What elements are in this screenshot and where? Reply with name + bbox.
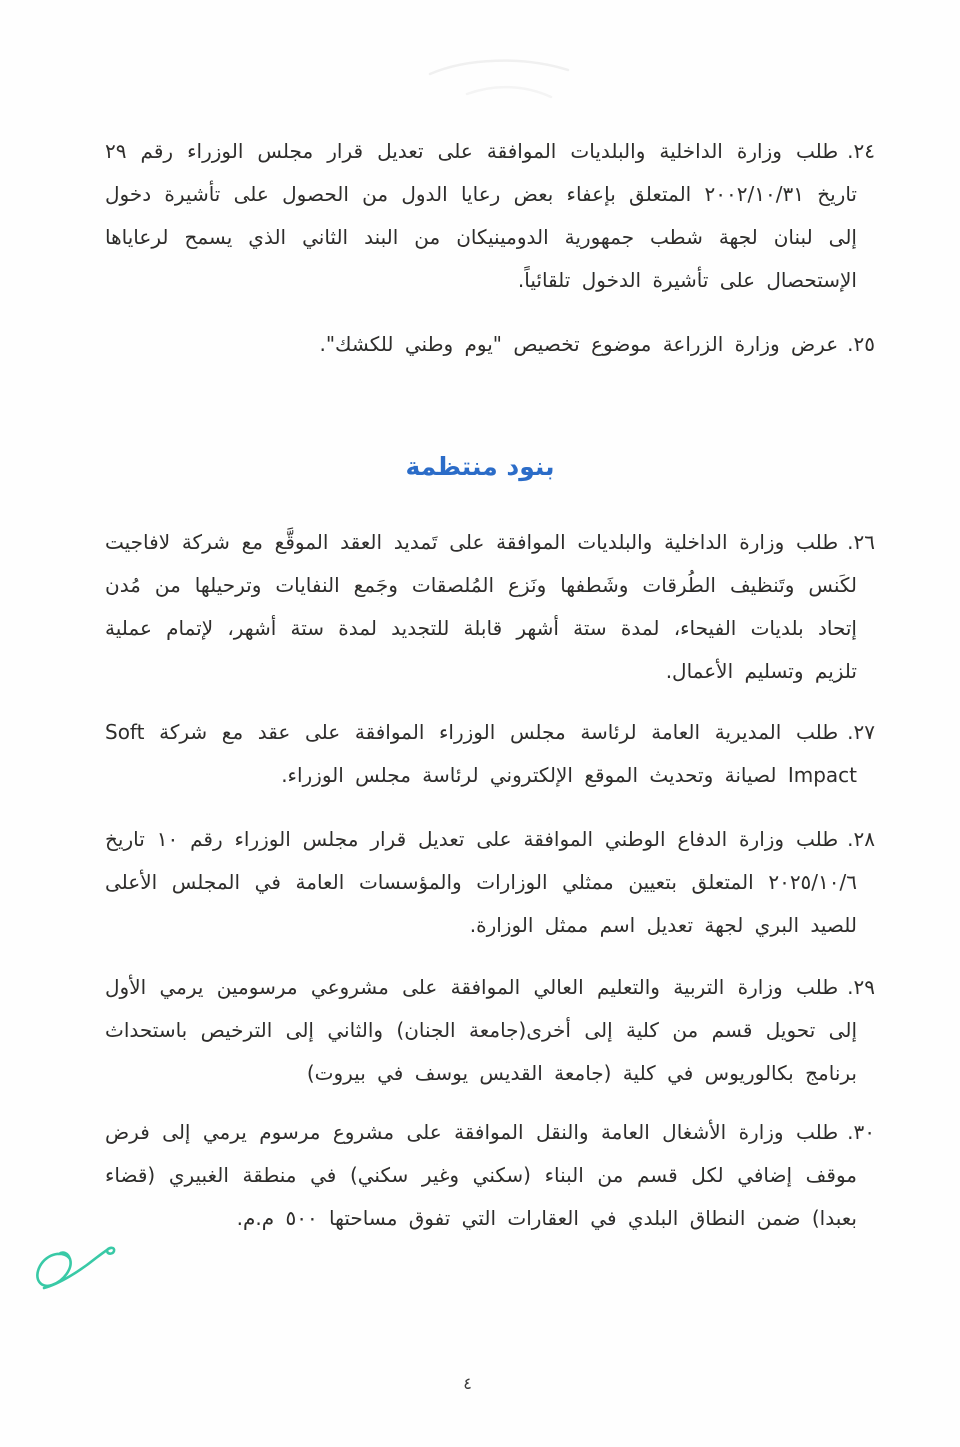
agenda-item-26 xyxy=(105,521,875,693)
item-text: طلب وزارة الأشغال العامة والنقل الموافقة على مشروع مرسوم يرمي إلى فرض موقف إضافي لكل قسم من البناء (سكني وغير سكني) في منطقة الغبيري (قضاء بعبدا) ضمن النطاق البلدي في العقارات التي تفوق مساحتها ٥٠٠ م.م. xyxy=(105,1120,857,1230)
signature-loop xyxy=(37,1253,70,1286)
section-heading: بنود منتظمة xyxy=(405,452,555,481)
agenda-item-30 xyxy=(105,1111,875,1240)
agenda-item-25 xyxy=(105,323,875,366)
item-text: طلب وزارة الدفاع الوطني الموافقة على تعديل قرار مجلس الوزراء رقم ١٠ تاريخ ٢٠٢٥/١٠/٦ المتعلق بتعيين ممثلي الوزارات والمؤسسات العامة في المجلس الأعلى للصيد البري لجهة تعديل اسم ممثل الوزارة. xyxy=(105,827,857,937)
item-number: ٢٦. xyxy=(847,530,875,554)
agenda-item-24 xyxy=(105,130,875,302)
item-text: طلب وزارة التربية والتعليم العالي الموافقة على مشروعي مرسومين يرمي الأول إلى تحويل قسم من كلية إلى أخرى(جامعة الجنان) والثاني إلى الترخيص باستحداث برنامج بكالوريوس في كلية (جامعة القديس يوسف في بيروت) xyxy=(105,975,857,1085)
item-number: ٢٧. xyxy=(847,720,875,744)
item-number: ٢٨. xyxy=(847,827,875,851)
scan-smudge-mark xyxy=(405,48,585,106)
item-number: ٢٩. xyxy=(847,975,875,999)
agenda-item-29 xyxy=(105,966,875,1095)
item-number: ٣٠. xyxy=(847,1120,875,1144)
item-text: عرض وزارة الزراعة موضوع تخصيص "يوم وطني للكشك". xyxy=(319,332,839,356)
item-text: طلب وزارة الداخلية والبلديات الموافقة على تَمديد العقد الموقَّع مع شركة لافاجيت لكَنس وتَنظيف الطُرقات وشَطفها ونَزع المُلصقات وجَمع النفايات وترحيلها من مُدن إتحاد بلديات الفيحاء، لمدة ستة أشهر قابلة للتجديد لمدة ستة أشهر، لإتمام عملية تلزيم وتسليم الأعمال. xyxy=(105,530,857,683)
signature-pen-dot xyxy=(107,1248,114,1254)
item-number: ٢٤. xyxy=(847,139,875,163)
agenda-item-27 xyxy=(105,711,875,797)
item-text: طلب المديرية العامة لرئاسة مجلس الوزراء الموافقة على عقد مع شركة Soft Impact لصيانة وتحديث الموقع الإلكتروني لرئاسة مجلس الوزراء. xyxy=(105,720,857,787)
page-number: ٤ xyxy=(463,1374,472,1393)
agenda-item-28 xyxy=(105,818,875,947)
item-text: طلب وزارة الداخلية والبلديات الموافقة على تعديل قرار مجلس الوزراء رقم ٢٩ تاريخ ٢٠٠٢/١٠/٣١ المتعلق بإعفاء بعض رعايا الدول من الحصول على تأشيرة دخول إلى لبنان لجهة شطب جمهورية الدومينيكان من البند الثاني الذي يسمح لرعاياها الإستحصال على تأشيرة الدخول تلقائياً. xyxy=(105,139,857,292)
item-number: ٢٥. xyxy=(847,332,875,356)
signature-mark xyxy=(24,1238,134,1302)
